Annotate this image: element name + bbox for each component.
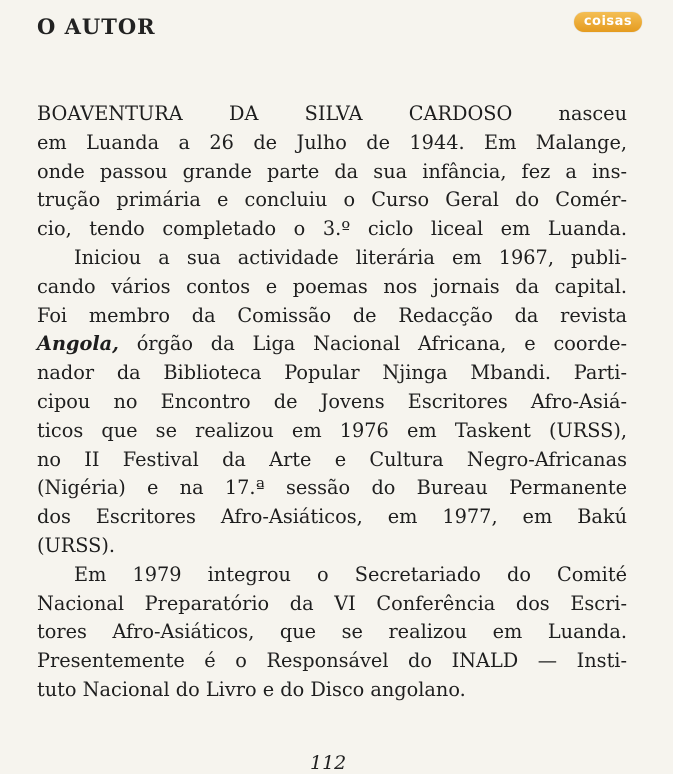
text-line: trução primária e concluiu o Curso Geral do Comér- [37, 188, 627, 212]
text-line [37, 330, 627, 359]
text-line: Presentemente é o Responsável do INALD — Insti- [37, 649, 627, 673]
text-line: tores Afro-Asiáticos, que se realizou em Luanda. [37, 620, 627, 644]
author-biography [37, 100, 627, 705]
text-line: no II Festival da Arte e Cultura Negro-Africanas [37, 447, 627, 471]
text-line: cipou no Encontro de Jovens Escritores Afro-Asiá- [37, 389, 627, 413]
section-heading: O AUTOR [37, 14, 156, 39]
page-number: 112 [310, 752, 347, 774]
text-line: onde passou grande parte da sua infância, fez a ins- [37, 159, 627, 183]
text-line: BOAVENTURA DA SILVA CARDOSO nasceu [37, 102, 627, 125]
text-line-rest: órgão da Liga Nacional Africana, e coorde- [118, 332, 627, 356]
text-line: ticos que se realizou em 1976 em Taskent (URSS), [37, 418, 627, 442]
text-line: em Luanda a 26 de Julho de 1944. Em Malange, [37, 130, 627, 154]
text-line: Nacional Preparatório da VI Conferência dos Escri- [37, 591, 627, 615]
text-line: Em 1979 integrou o Secretariado do Comité [74, 562, 627, 586]
text-line: (Nigéria) e na 17.ª sessão do Bureau Permanente [37, 476, 627, 500]
text-line: cio, tendo completado o 3.º ciclo liceal em Luanda. [37, 217, 627, 241]
watermark-logo: coisas [574, 12, 642, 32]
text-line: nador da Biblioteca Popular Njinga Mbandi. Parti- [37, 361, 627, 385]
text-line: Iniciou a sua actividade literária em 1967, publi- [74, 245, 627, 269]
text-line: (URSS). [37, 533, 116, 557]
text-line: cando vários contos e poemas nos jornais da capital. [37, 274, 627, 298]
journal-title: Angola, [37, 332, 119, 356]
text-line: dos Escritores Afro-Asiáticos, em 1977, em Bakú [37, 505, 627, 529]
text-line: Foi membro da Comissão de Redacção da revista [37, 303, 627, 327]
text-line: tuto Nacional do Livro e do Disco angolano. [37, 677, 466, 701]
